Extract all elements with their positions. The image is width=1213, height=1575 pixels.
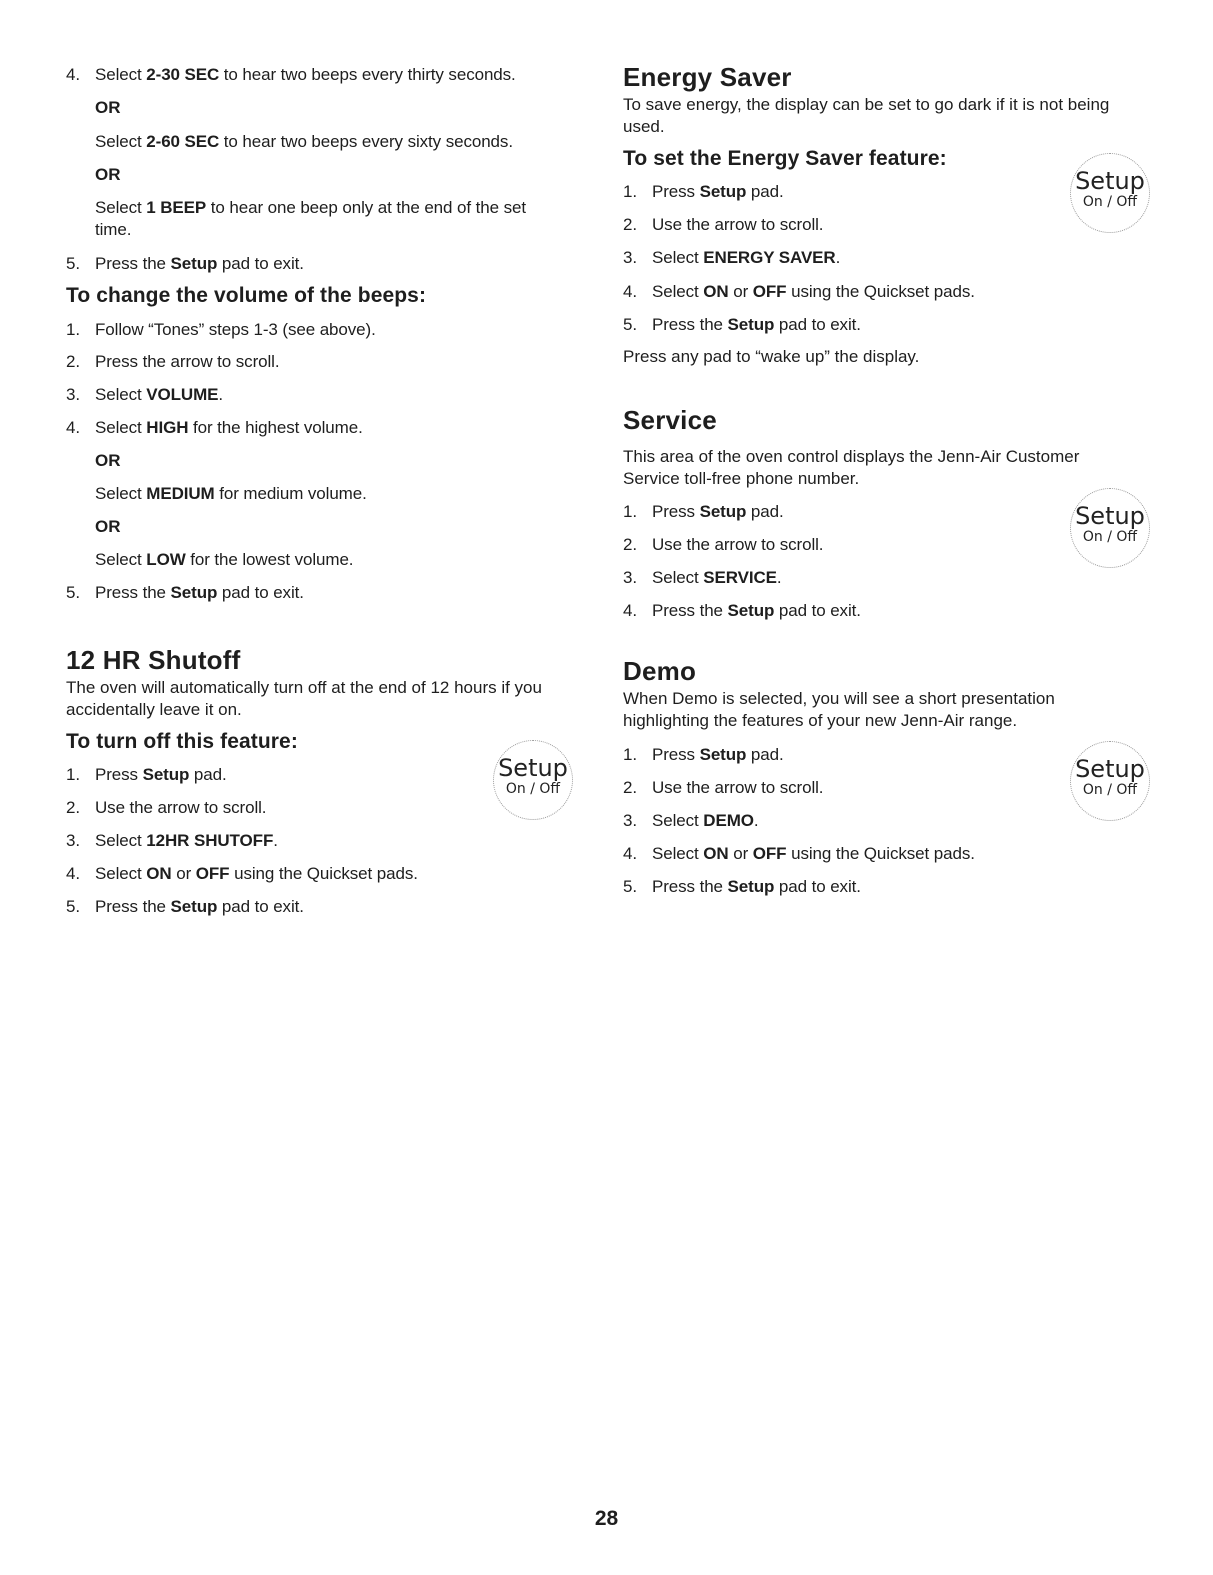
setup-on-off-button-icon: Setup On / Off xyxy=(1070,741,1150,821)
energy-step-2: 2. Use the arrow to scroll. xyxy=(623,215,824,234)
energy-saver-description: To save energy, the display can be set to go dark if it is not being used. xyxy=(623,95,1110,136)
volume-step-3: 3. Select VOLUME. xyxy=(66,385,224,404)
service-step-3: 3. Select SERVICE. xyxy=(623,568,782,587)
demo-step-1: 1. Press Setup pad. xyxy=(623,745,784,764)
volume-step-5: 5. Press the Setup pad to exit. xyxy=(66,583,304,602)
tones-step-4: 4. Select 2-30 SEC to hear two beeps every thirty seconds. xyxy=(66,65,516,84)
tones-option-1-beep: Select 1 BEEP to hear one beep only at the end of the set time. xyxy=(95,198,526,239)
or-label: OR xyxy=(95,451,121,470)
service-title: Service xyxy=(623,405,717,435)
shutoff-step-3: 3. Select 12HR SHUTOFF. xyxy=(66,831,278,850)
demo-step-5: 5. Press the Setup pad to exit. xyxy=(623,877,861,896)
volume-step-2: 2. Press the arrow to scroll. xyxy=(66,352,280,371)
service-description: This area of the oven control displays the Jenn-Air Customer Service toll-free phone number. xyxy=(623,447,1080,488)
energy-step-4: 4. Select ON or OFF using the Quickset pads. xyxy=(623,282,975,301)
shutoff-step-4: 4. Select ON or OFF using the Quickset pads. xyxy=(66,864,418,883)
shutoff-heading: To turn off this feature: xyxy=(66,730,298,753)
energy-step-5: 5. Press the Setup pad to exit. xyxy=(623,315,861,334)
volume-option-low: Select LOW for the lowest volume. xyxy=(95,550,354,569)
or-label: OR xyxy=(95,165,121,184)
setup-on-off-button-icon: Setup On / Off xyxy=(1070,488,1150,568)
volume-step-1: 1. Follow “Tones” steps 1-3 (see above). xyxy=(66,320,376,339)
shutoff-title: 12 HR Shutoff xyxy=(66,645,241,675)
energy-step-1: 1. Press Setup pad. xyxy=(623,182,784,201)
volume-step-4: 4. Select HIGH for the highest volume. xyxy=(66,418,363,437)
demo-step-2: 2. Use the arrow to scroll. xyxy=(623,778,824,797)
shutoff-step-2: 2. Use the arrow to scroll. xyxy=(66,798,267,817)
energy-saver-title: Energy Saver xyxy=(623,62,792,92)
shutoff-description: The oven will automatically turn off at the end of 12 hours if you accidentally leave it on. xyxy=(66,678,542,719)
volume-option-medium: Select MEDIUM for medium volume. xyxy=(95,484,367,503)
energy-saver-heading: To set the Energy Saver feature: xyxy=(623,147,947,170)
shutoff-step-1: 1. Press Setup pad. xyxy=(66,765,227,784)
volume-heading: To change the volume of the beeps: xyxy=(66,284,427,307)
service-step-1: 1. Press Setup pad. xyxy=(623,502,784,521)
demo-description: When Demo is selected, you will see a short presentation highlighting the features of your new Jenn-Air range. xyxy=(623,689,1055,730)
tones-option-2-60: Select 2-60 SEC to hear two beeps every sixty seconds. xyxy=(95,132,513,151)
service-step-2: 2. Use the arrow to scroll. xyxy=(623,535,824,554)
service-step-4: 4. Press the Setup pad to exit. xyxy=(623,601,861,620)
shutoff-step-5: 5. Press the Setup pad to exit. xyxy=(66,897,304,916)
setup-on-off-button-icon: Setup On / Off xyxy=(493,740,573,820)
energy-saver-note: Press any pad to “wake up” the display. xyxy=(623,347,920,366)
demo-step-3: 3. Select DEMO. xyxy=(623,811,759,830)
or-label: OR xyxy=(95,517,121,536)
energy-step-3: 3. Select ENERGY SAVER. xyxy=(623,248,841,267)
setup-on-off-button-icon: Setup On / Off xyxy=(1070,153,1150,233)
tones-step-5: 5. Press the Setup pad to exit. xyxy=(66,254,304,273)
demo-title: Demo xyxy=(623,656,697,686)
or-label: OR xyxy=(95,98,121,117)
demo-step-4: 4. Select ON or OFF using the Quickset pads. xyxy=(623,844,975,863)
page-number: 28 xyxy=(594,1507,619,1530)
